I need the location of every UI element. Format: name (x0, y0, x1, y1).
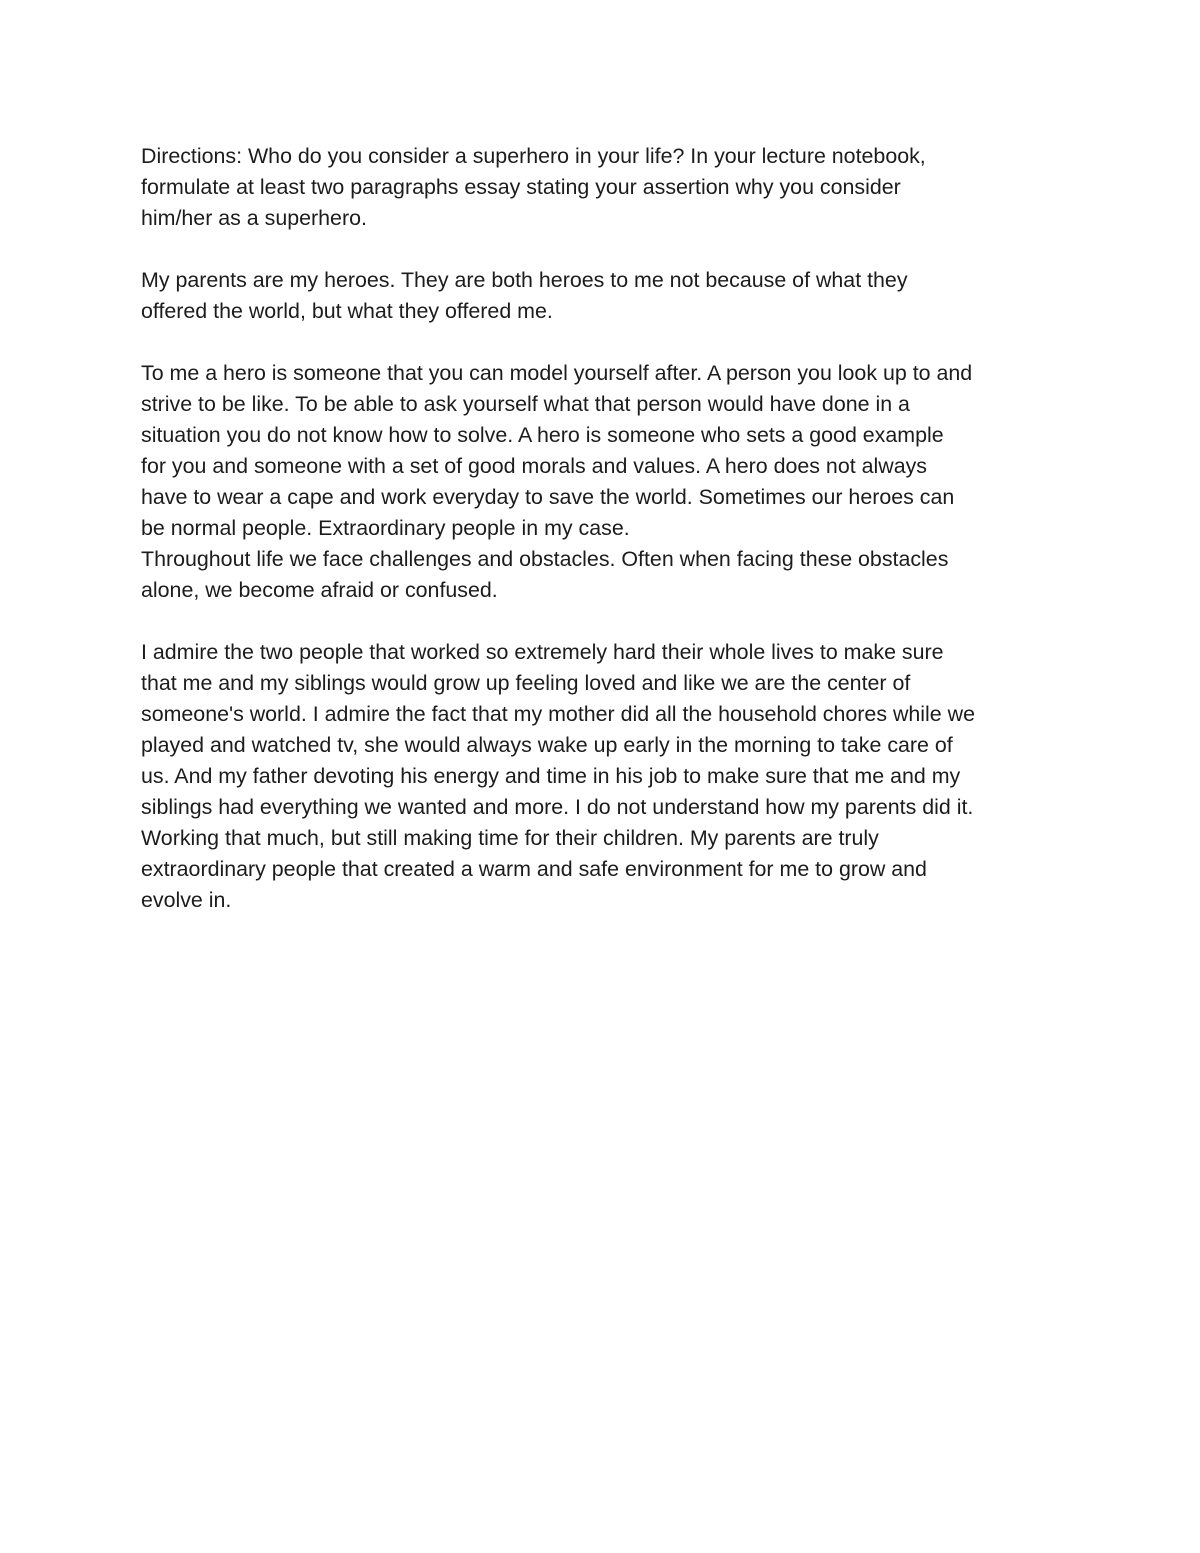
text-line: formulate at least two paragraphs essay stating your assertion why you consider (141, 175, 901, 199)
text-line: us. And my father devoting his energy and time in his job to make sure that me and my (141, 764, 961, 788)
text-line: Directions: Who do you consider a superhero in your life? In your lecture notebook, (141, 144, 926, 168)
essay-paragraph-challenges (141, 544, 1071, 606)
text-line: alone, we become afraid or confused. (141, 578, 498, 602)
text-line: strive to be like. To be able to ask yourself what that person would have done in a (141, 392, 910, 416)
essay-paragraph-hero-definition (141, 358, 1071, 544)
text-line: played and watched tv, she would always wake up early in the morning to take care of (141, 733, 953, 757)
text-line: siblings had everything we wanted and more. I do not understand how my parents did it. (141, 795, 974, 819)
document-body (141, 141, 1071, 947)
text-line: situation you do not know how to solve. A hero is someone who sets a good example (141, 423, 944, 447)
text-line: I admire the two people that worked so extremely hard their whole lives to make sure (141, 640, 944, 664)
text-line: him/her as a superhero. (141, 206, 367, 230)
text-line: offered the world, but what they offered me. (141, 299, 553, 323)
text-line: extraordinary people that created a warm and safe environment for me to grow and (141, 857, 927, 881)
essay-paragraph-parents-heroes (141, 265, 1071, 327)
text-line: that me and my siblings would grow up feeling loved and like we are the center of (141, 671, 911, 695)
text-line: To me a hero is someone that you can model yourself after. A person you look up to and (141, 361, 973, 385)
text-line: Throughout life we face challenges and obstacles. Often when facing these obstacles (141, 547, 949, 571)
text-line: someone's world. I admire the fact that my mother did all the household chores while we (141, 702, 975, 726)
text-line: evolve in. (141, 888, 232, 912)
text-line: have to wear a cape and work everyday to save the world. Sometimes our heroes can (141, 485, 955, 509)
directions-paragraph (141, 141, 1071, 234)
text-line: for you and someone with a set of good morals and values. A hero does not always (141, 454, 927, 478)
essay-paragraph-admiration (141, 637, 1071, 916)
text-line: My parents are my heroes. They are both heroes to me not because of what they (141, 268, 908, 292)
text-line: be normal people. Extraordinary people in my case. (141, 516, 630, 540)
text-line: Working that much, but still making time for their children. My parents are truly (141, 826, 879, 850)
